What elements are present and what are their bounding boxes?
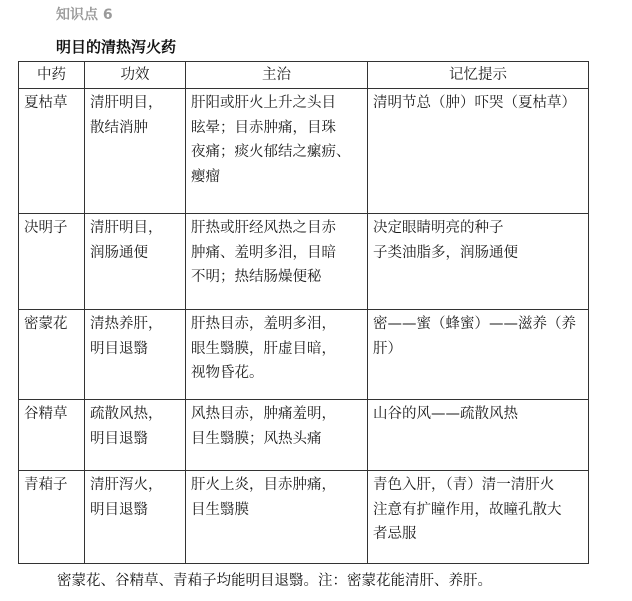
table-row [19, 89, 589, 214]
herb-table [18, 61, 589, 564]
herb-effect-text: 清肝明目， 润肠通便 [90, 220, 163, 261]
herb-memory-tip [368, 471, 589, 564]
herb-name [19, 471, 85, 564]
herb-name [19, 214, 85, 310]
herb-memory-tip-text: 青色入肝，（青）清一清肝火 注意有扩瞳作用，故瞳孔散大 者忌服 [373, 477, 562, 542]
herb-indication [186, 471, 368, 564]
herb-indication-text: 肝热目赤，羞明多泪， 眼生翳膜，肝虚目暗， 视物昏花。 [191, 316, 336, 381]
herb-indication-text: 肝火上炎，目赤肿痛， 目生翳膜 [191, 477, 336, 518]
herb-effect-text: 清肝明目， 散结消肿 [90, 95, 163, 136]
section-label: 知识点 6 [56, 7, 113, 23]
herb-indication-text: 风热目赤，肿痛羞明， 目生翳膜；风热头痛 [191, 406, 336, 447]
herb-effect-text: 疏散风热， 明目退翳 [90, 406, 163, 447]
table-row [19, 214, 589, 310]
herb-memory-tip [368, 89, 589, 214]
table-header-row [19, 62, 589, 89]
herb-memory-tip-text: 清明节总（肿）吓哭（夏枯草） [373, 95, 576, 111]
herb-memory-tip-text: 山谷的风——疏散风热 [373, 406, 518, 422]
table-row [19, 400, 589, 471]
document-title: 明目的清热泻火药 [56, 38, 177, 56]
herb-indication [186, 400, 368, 471]
herb-name [19, 400, 85, 471]
herb-name-text: 青葙子 [24, 477, 68, 493]
footnote: 密蒙花、谷精草、青葙子均能明目退翳。注：密蒙花能清肝、养肝。 [57, 573, 492, 589]
herb-name-text: 决明子 [24, 220, 68, 236]
header-indication: 主治 [186, 62, 368, 89]
herb-memory-tip [368, 400, 589, 471]
herb-effect [85, 214, 186, 310]
herb-effect-text: 清肝泻火， 明目退翳 [90, 477, 163, 518]
herb-indication [186, 89, 368, 214]
herb-name [19, 89, 85, 214]
herb-effect-text: 清热养肝， 明目退翳 [90, 316, 163, 357]
table-row [19, 471, 589, 564]
herb-effect [85, 89, 186, 214]
herb-indication [186, 310, 368, 400]
herb-name [19, 310, 85, 400]
header-effect: 功效 [85, 62, 186, 89]
herb-effect [85, 471, 186, 564]
herb-indication-text: 肝热或肝经风热之目赤 肿痛、羞明多泪，目暗 不明；热结肠燥便秘 [191, 220, 336, 285]
herb-name-text: 密蒙花 [24, 316, 68, 332]
herb-indication [186, 214, 368, 310]
herb-indication-text: 肝阳或肝火上升之头目 眩晕；目赤肿痛，目珠 夜痛；痰火郁结之瘰疬、 瘿瘤 [191, 95, 351, 185]
herb-effect [85, 310, 186, 400]
herb-memory-tip [368, 214, 589, 310]
header-memory: 记忆提示 [368, 62, 589, 89]
header-herb: 中药 [19, 62, 85, 89]
herb-memory-tip [368, 310, 589, 400]
herb-effect [85, 400, 186, 471]
herb-memory-tip-text: 决定眼睛明亮的种子 子类油脂多，润肠通便 [373, 220, 518, 261]
table-row [19, 310, 589, 400]
herb-name-text: 夏枯草 [24, 95, 68, 111]
herb-memory-tip-text: 密——蜜（蜂蜜）——滋养（养 肝） [373, 316, 576, 357]
herb-name-text: 谷精草 [24, 406, 68, 422]
